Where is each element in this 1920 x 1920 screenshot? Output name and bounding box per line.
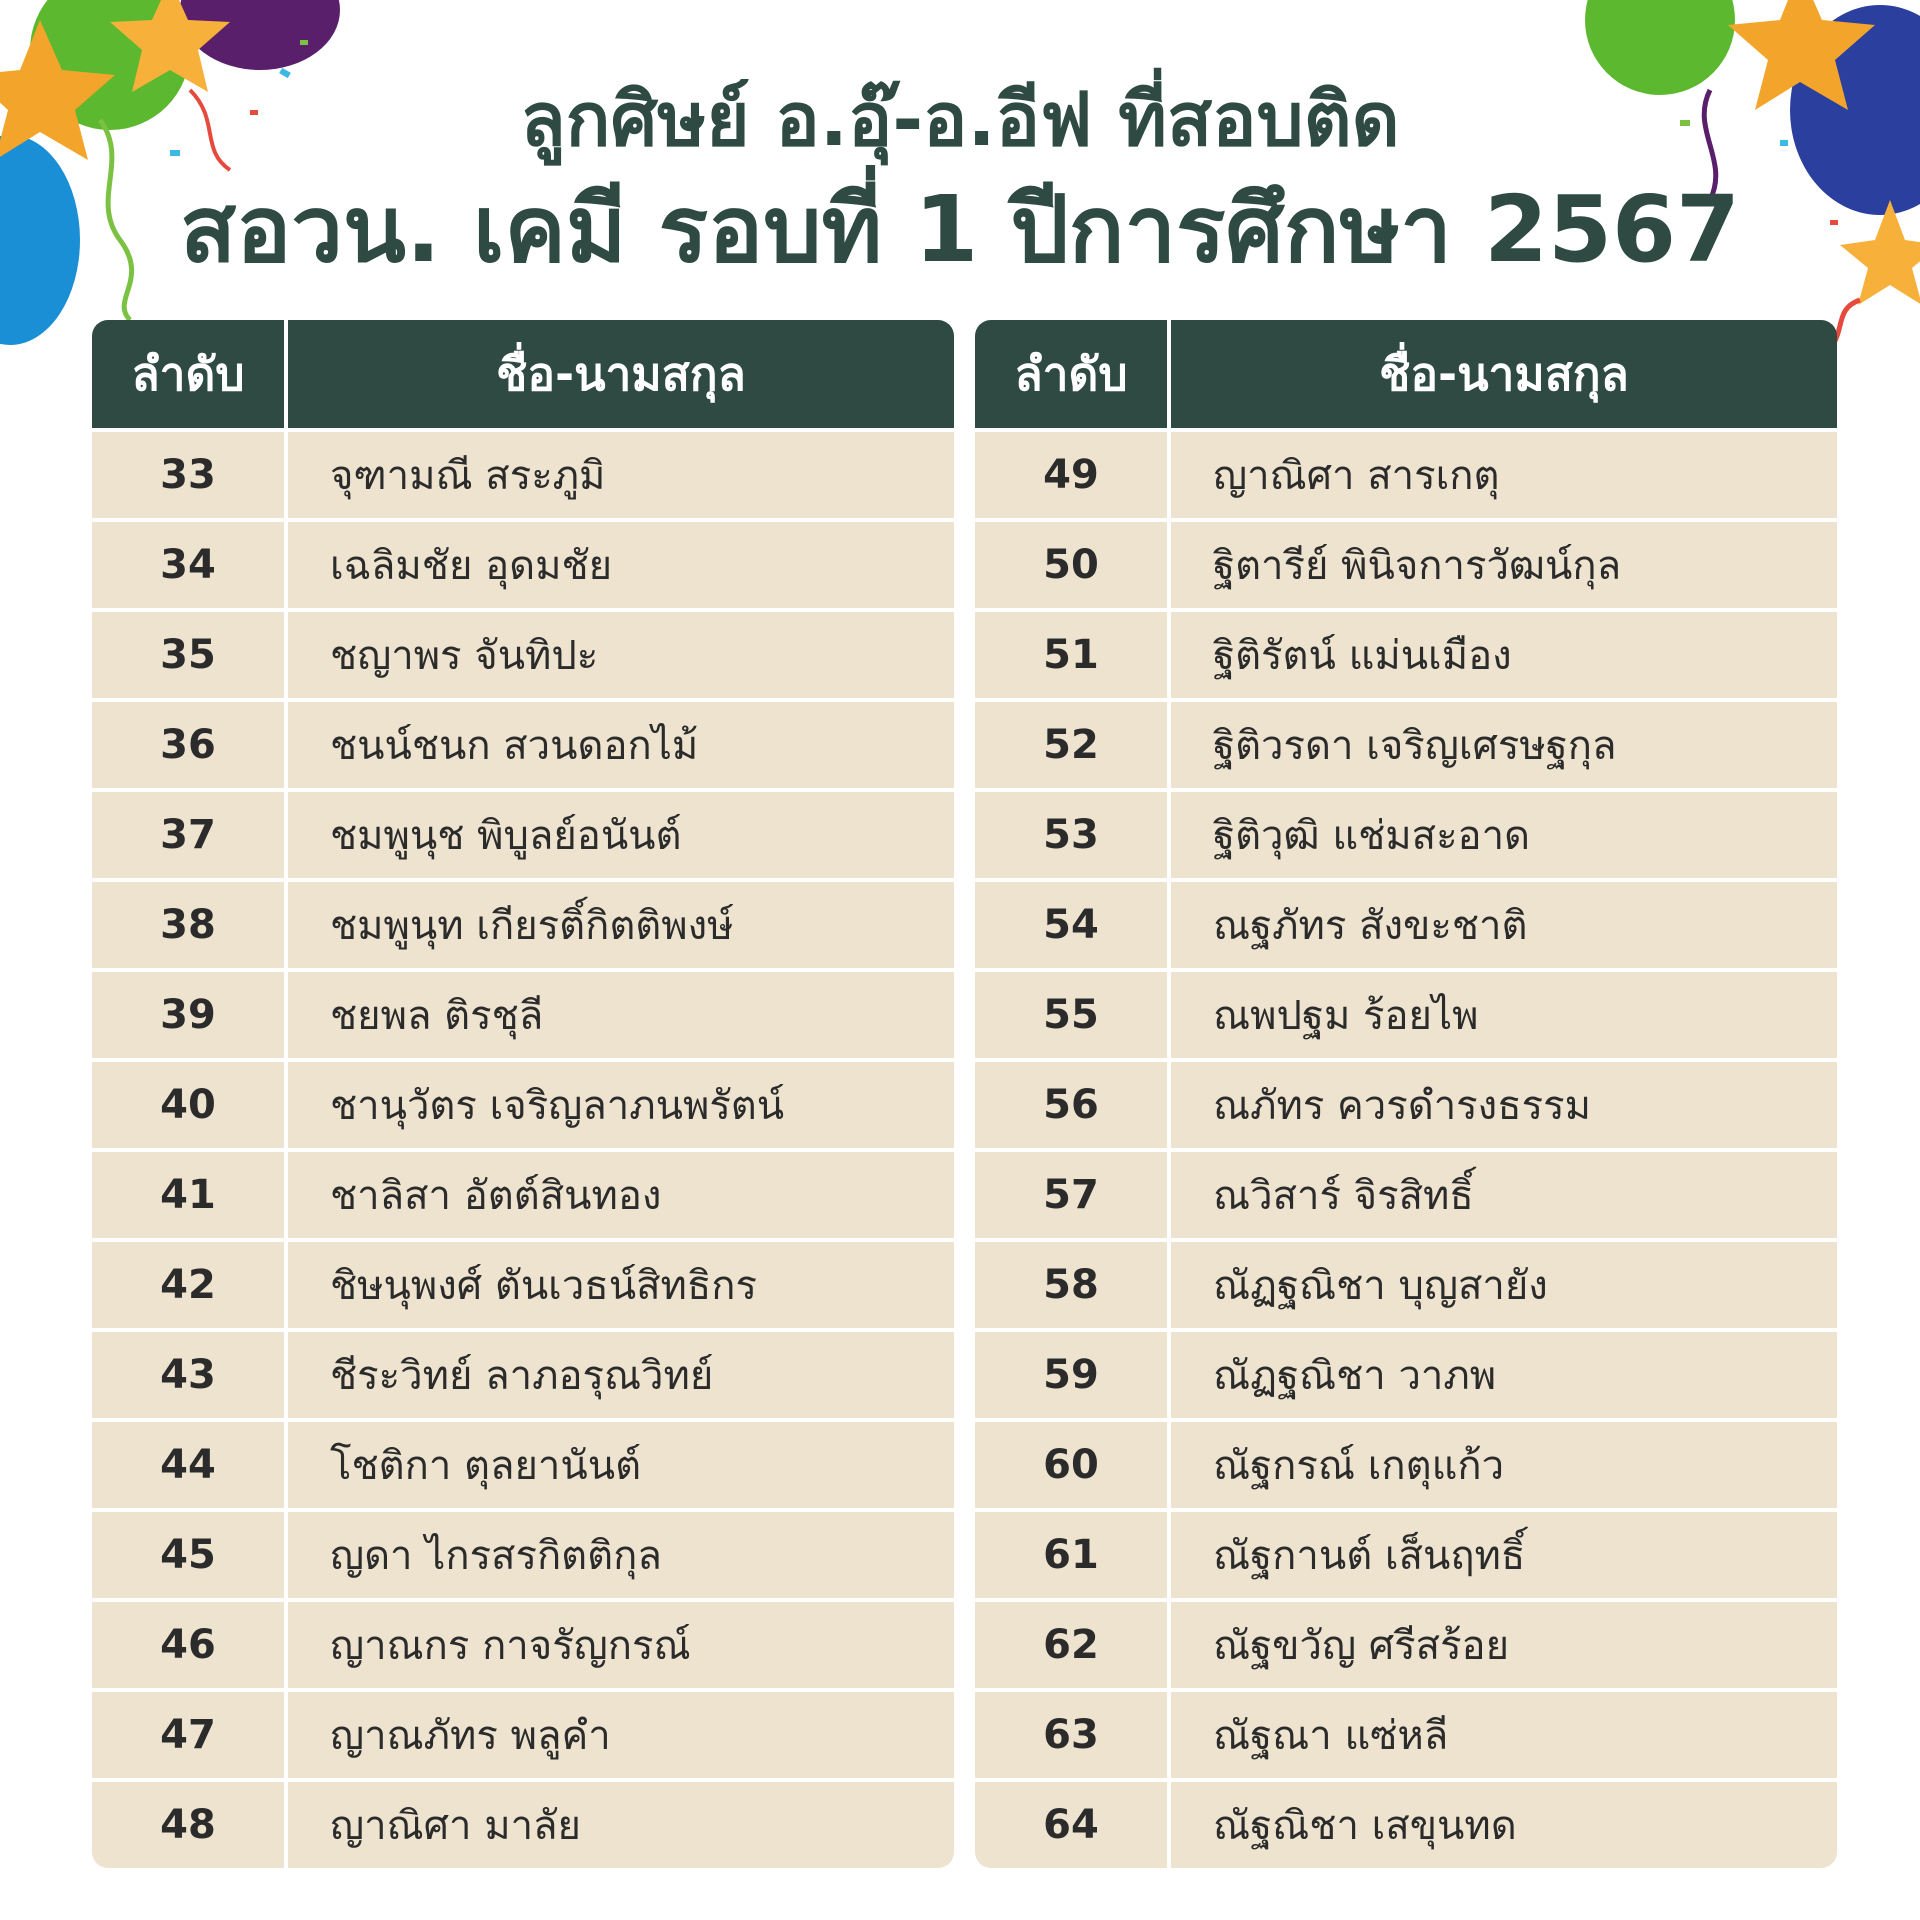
table-row [92,698,954,788]
row-name: ณัฐกรณ์ เกตุแก้ว [1213,1443,1505,1489]
row-name: โชติกา ตุลยานันต์ [330,1443,642,1489]
table-row [975,878,1837,968]
table-row [92,1598,954,1688]
table-row [92,878,954,968]
row-name: ญาณภัทร พลูคำ [330,1713,611,1759]
row-number: 42 [92,1242,288,1328]
row-number: 57 [975,1152,1171,1238]
header-order: ลำดับ [92,320,288,428]
row-name: ชยพล ติรชุลี [330,993,544,1039]
row-name: ฐิติรัตน์ แม่นเมือง [1213,633,1512,679]
row-name: ชมพูนุช พิบูลย์อนันต์ [330,813,682,859]
row-number: 55 [975,972,1171,1058]
table-row [975,1778,1837,1868]
table-row [975,1058,1837,1148]
table-row [975,698,1837,788]
row-name: ณัฐณิชา เสขุนทด [1213,1803,1517,1849]
table-row [975,1418,1837,1508]
table-row [92,788,954,878]
header-name: ชื่อ-นามสกุล [496,346,746,401]
row-number: 43 [92,1332,288,1418]
row-number: 45 [92,1512,288,1598]
table-row [92,1418,954,1508]
row-name: ณัฐณา แซ่หลี [1213,1713,1449,1759]
row-number: 41 [92,1152,288,1238]
table-row [92,518,954,608]
table-row [975,968,1837,1058]
row-number: 60 [975,1422,1171,1508]
table-row [92,1238,954,1328]
row-number: 48 [92,1782,288,1868]
row-number: 63 [975,1692,1171,1778]
row-number: 44 [92,1422,288,1508]
row-name: ฐิติวรดา เจริญเศรษฐกุล [1213,723,1617,769]
table-row [975,1328,1837,1418]
table-row [975,1238,1837,1328]
row-name: ชาลิสา อัตต์สินทอง [330,1173,662,1219]
row-number: 39 [92,972,288,1058]
row-name: ญาณิศา มาลัย [330,1803,581,1849]
table-row [975,1688,1837,1778]
table-row [975,428,1837,518]
page-subtitle: สอวน. เคมี รอบที่ 1 ปีการศึกษา 2567 [179,176,1741,283]
row-number: 58 [975,1242,1171,1328]
row-number: 49 [975,432,1171,518]
row-number: 56 [975,1062,1171,1148]
row-number: 53 [975,792,1171,878]
row-number: 52 [975,702,1171,788]
row-name: ชิษนุพงศ์ ตันเวธน์สิทธิกร [330,1263,757,1309]
row-number: 64 [975,1782,1171,1868]
row-name: ญาณกร กาจรัญกรณ์ [330,1623,691,1669]
table-row [975,1508,1837,1598]
row-name: ณภัทร ควรดำรงธรรม [1213,1083,1591,1129]
table-row [975,1598,1837,1688]
row-number: 33 [92,432,288,518]
row-number: 40 [92,1062,288,1148]
row-number: 46 [92,1602,288,1688]
row-number: 50 [975,522,1171,608]
row-name: ณวิสาร์ จิรสิทธิ์ [1213,1173,1474,1219]
row-number: 47 [92,1692,288,1778]
table-row [92,968,954,1058]
row-name: ชีระวิทย์ ลาภอรุณวิทย์ [330,1353,714,1399]
row-number: 37 [92,792,288,878]
row-name: ชมพูนุท เกียรติ์กิตติพงษ์ [330,903,734,949]
row-number: 36 [92,702,288,788]
row-number: 51 [975,612,1171,698]
row-name: ชานุวัตร เจริญลาภนพรัตน์ [330,1083,785,1129]
table-row [92,428,954,518]
table-row [92,1688,954,1778]
row-name: ฐิติวุฒิ แช่มสะอาด [1213,813,1531,859]
page-title: ลูกศิษย์ อ.อุ๊-อ.อีฟ ที่สอบติด [520,77,1400,163]
row-name: ญดา ไกรสรกิตติกุล [330,1533,662,1579]
results-table-left [92,320,954,1868]
header-name: ชื่อ-นามสกุล [1379,346,1629,401]
row-name: ณัฐขวัญ ศรีสร้อย [1213,1623,1510,1669]
row-name: ณฐภัทร สังขะชาติ [1213,903,1528,949]
table-row [92,1778,954,1868]
header-order: ลำดับ [975,320,1171,428]
row-name: เฉลิมชัย อุดมชัย [330,543,613,589]
table-row [975,788,1837,878]
table-row [975,1148,1837,1238]
row-name: ณัฏฐณิชา บุญสายัง [1213,1263,1548,1309]
row-name: ฐิตารีย์ พินิจการวัฒน์กุล [1213,543,1622,589]
row-number: 61 [975,1512,1171,1598]
row-number: 62 [975,1602,1171,1688]
table-row [92,1328,954,1418]
row-number: 35 [92,612,288,698]
table-row [92,1058,954,1148]
table-row [975,608,1837,698]
row-number: 34 [92,522,288,608]
table-row [92,608,954,698]
results-table-right [975,320,1837,1868]
row-number: 59 [975,1332,1171,1418]
table-row [92,1148,954,1238]
table-row [92,1508,954,1598]
row-name: ชนน์ชนก สวนดอกไม้ [330,723,699,769]
row-number: 38 [92,882,288,968]
row-name: ณัฏฐณิชา วาภพ [1213,1353,1497,1399]
table-header [92,320,954,428]
row-name: ณัฐกานต์ เส็นฤทธิ์ [1213,1533,1526,1579]
row-name: ณพปฐม ร้อยไพ [1213,993,1479,1039]
row-number: 54 [975,882,1171,968]
row-name: จุฑามณี สระภูมิ [330,453,606,499]
row-name: ชญาพร จันทิปะ [330,633,599,679]
table-row [975,518,1837,608]
table-header [975,320,1837,428]
row-name: ญาณิศา สารเกตุ [1213,453,1500,499]
